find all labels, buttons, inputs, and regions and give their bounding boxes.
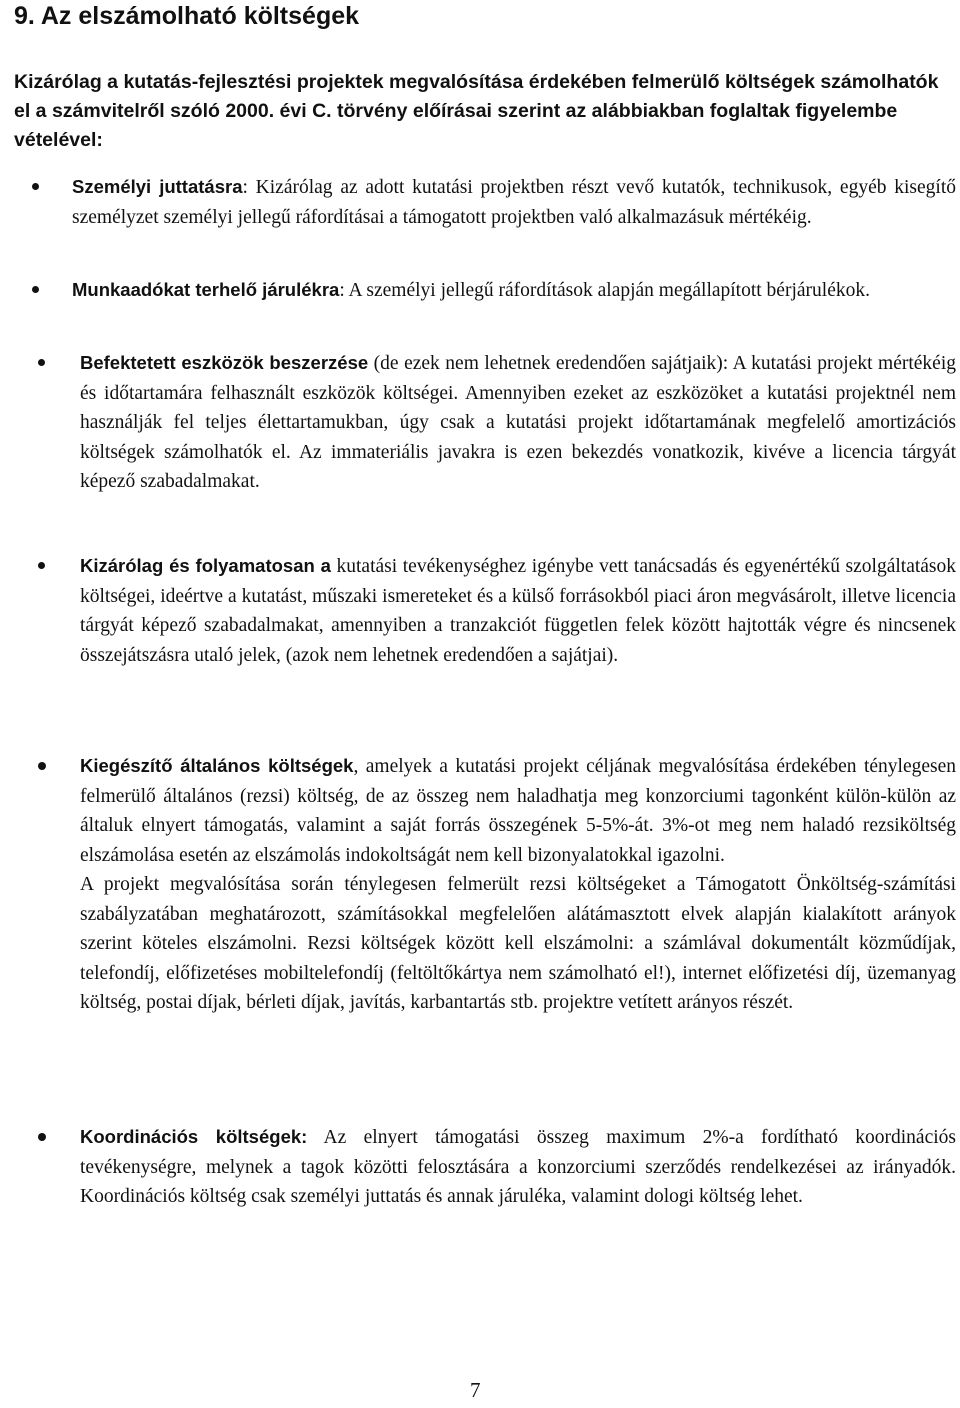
bullet-icon xyxy=(38,762,46,770)
bullet-icon xyxy=(32,286,39,293)
list-item-text: , amelyek a kutatási projekt céljának megvalósítása érdekében ténylegesen felmerülő általános (rezsi) költség, de az összeg nem haladhatja meg konzorciumi tagonként külön-külön az általuk elnyert támogatás, valamint a saját forrás összegének 5-5%-át. 3%-ot meg nem haladó rezsiköltség elszámolása esetén az elszámolás indokoltságát nem kell bizonyalatokkal igazolni. xyxy=(80,756,956,866)
list-item-text: : A személyi jellegű ráfordítások alapján megállapított bérjárulékok. xyxy=(339,280,870,301)
intro-paragraph: Kizárólag a kutatás-fejlesztési projektek megvalósítása érdekében felmerülő költségek számolhatók el a számvitelről szóló 2000. évi C. törvény előírásai szerint az alábbiakban foglaltak figyelembe vételével: xyxy=(14,71,939,151)
list-item-lead: Személyi juttatásra xyxy=(72,176,243,197)
list-item-assets xyxy=(80,348,956,497)
bullet-icon xyxy=(38,562,45,569)
list-item-lead: Munkaadókat terhelő járulékra xyxy=(72,279,340,300)
list-item-lead: Kiegészítő általános költségek xyxy=(80,755,354,776)
list-item-text: kutatási tevékenységhez igénybe vett tanácsadás és egyenértékű szolgáltatások költségei, ideértve a kutatást, műszaki ismereteket és a külső forrásokból piaci áron megvásárolt, illetve licencia tárgyát képező szabadalmakat, amennyiben a tranzakciót független felek között hajtották végre és nincsenek összejátszásra utaló jelek, (azok nem lehetnek eredendően a sajátjai). xyxy=(80,556,957,666)
list-item-lead: Befektetett eszközök beszerzése xyxy=(80,352,369,373)
list-item-overhead xyxy=(80,751,956,1018)
section-heading: 9. Az elszámolható költségek xyxy=(14,2,360,30)
list-item-lead: Kizárólag és folyamatosan a xyxy=(80,555,331,576)
list-item-consulting xyxy=(80,551,956,670)
list-item-paragraph-continued: A projekt megvalósítása során ténylegesen felmerült rezsi költségeket a Támogatott Önköltség-számítási szabályzatában meghatározott, számításokkal megfelelően alátámasztott elvek alapján kialakított arányok szerint köteles elszámolni. Rezsi költségek között kell elszámolni: a számlával dokumentált közműdíjak, telefondíj, előfizetéses mobiltelefondíj (feltöltőkártya nem számolható el!), internet előfizetési díj, üzemanyag költség, postai díjak, bérleti díjak, javítás, karbantartás stb. projektre vetített arányos részét. xyxy=(80,874,956,1013)
bullet-icon xyxy=(38,359,45,366)
list-item-personal xyxy=(72,172,956,232)
list-item-paragraph xyxy=(80,751,956,870)
list-item-paragraph xyxy=(80,551,956,670)
list-item-text: : Kizárólag az adott kutatási projektben részt vevő kutatók, technikusok, egyéb kisegítő személyzet személyi jellegű ráfordításai a támogatott projektben való alkalmazásuk mértékéig. xyxy=(72,177,956,228)
list-item-contributions xyxy=(72,275,956,306)
list-item-paragraph xyxy=(80,348,956,497)
list-item-paragraph xyxy=(80,1122,956,1212)
list-item-lead: Koordinációs költségek: xyxy=(80,1126,308,1147)
list-item-coordination xyxy=(80,1122,956,1212)
list-item-paragraph xyxy=(72,172,956,232)
bullet-icon xyxy=(38,1133,46,1141)
bullet-icon xyxy=(32,183,39,190)
list-item-paragraph xyxy=(72,275,956,306)
list-item-text: Az elnyert támogatási összeg maximum 2%-a fordítható koordinációs tevékenységre, melynek a tagok közötti felosztására a konzorciumi szerződés rendelkezései az irányadók. Koordinációs költség csak személyi juttatás és annak járuléka, valamint dologi költség lehet. xyxy=(80,1127,956,1207)
page-number: 7 xyxy=(470,1378,481,1402)
list-item-text: (de ezek nem lehetnek eredendően sajátjaik): A kutatási projekt mértékéig és időtartamára felhasznált eszközök költségei. Amennyiben ezeket az eszközöket a kutatási projektnél nem használják fel teljes élettartamukban, úgy csak a kutatási projekt időtartamának megfelelő amortizációs költségek számolhatók el. Az immateriális javakra is ezen bekezdés vonatkozik, kivéve a licencia tárgyát képező szabadalmakat. xyxy=(80,353,956,492)
